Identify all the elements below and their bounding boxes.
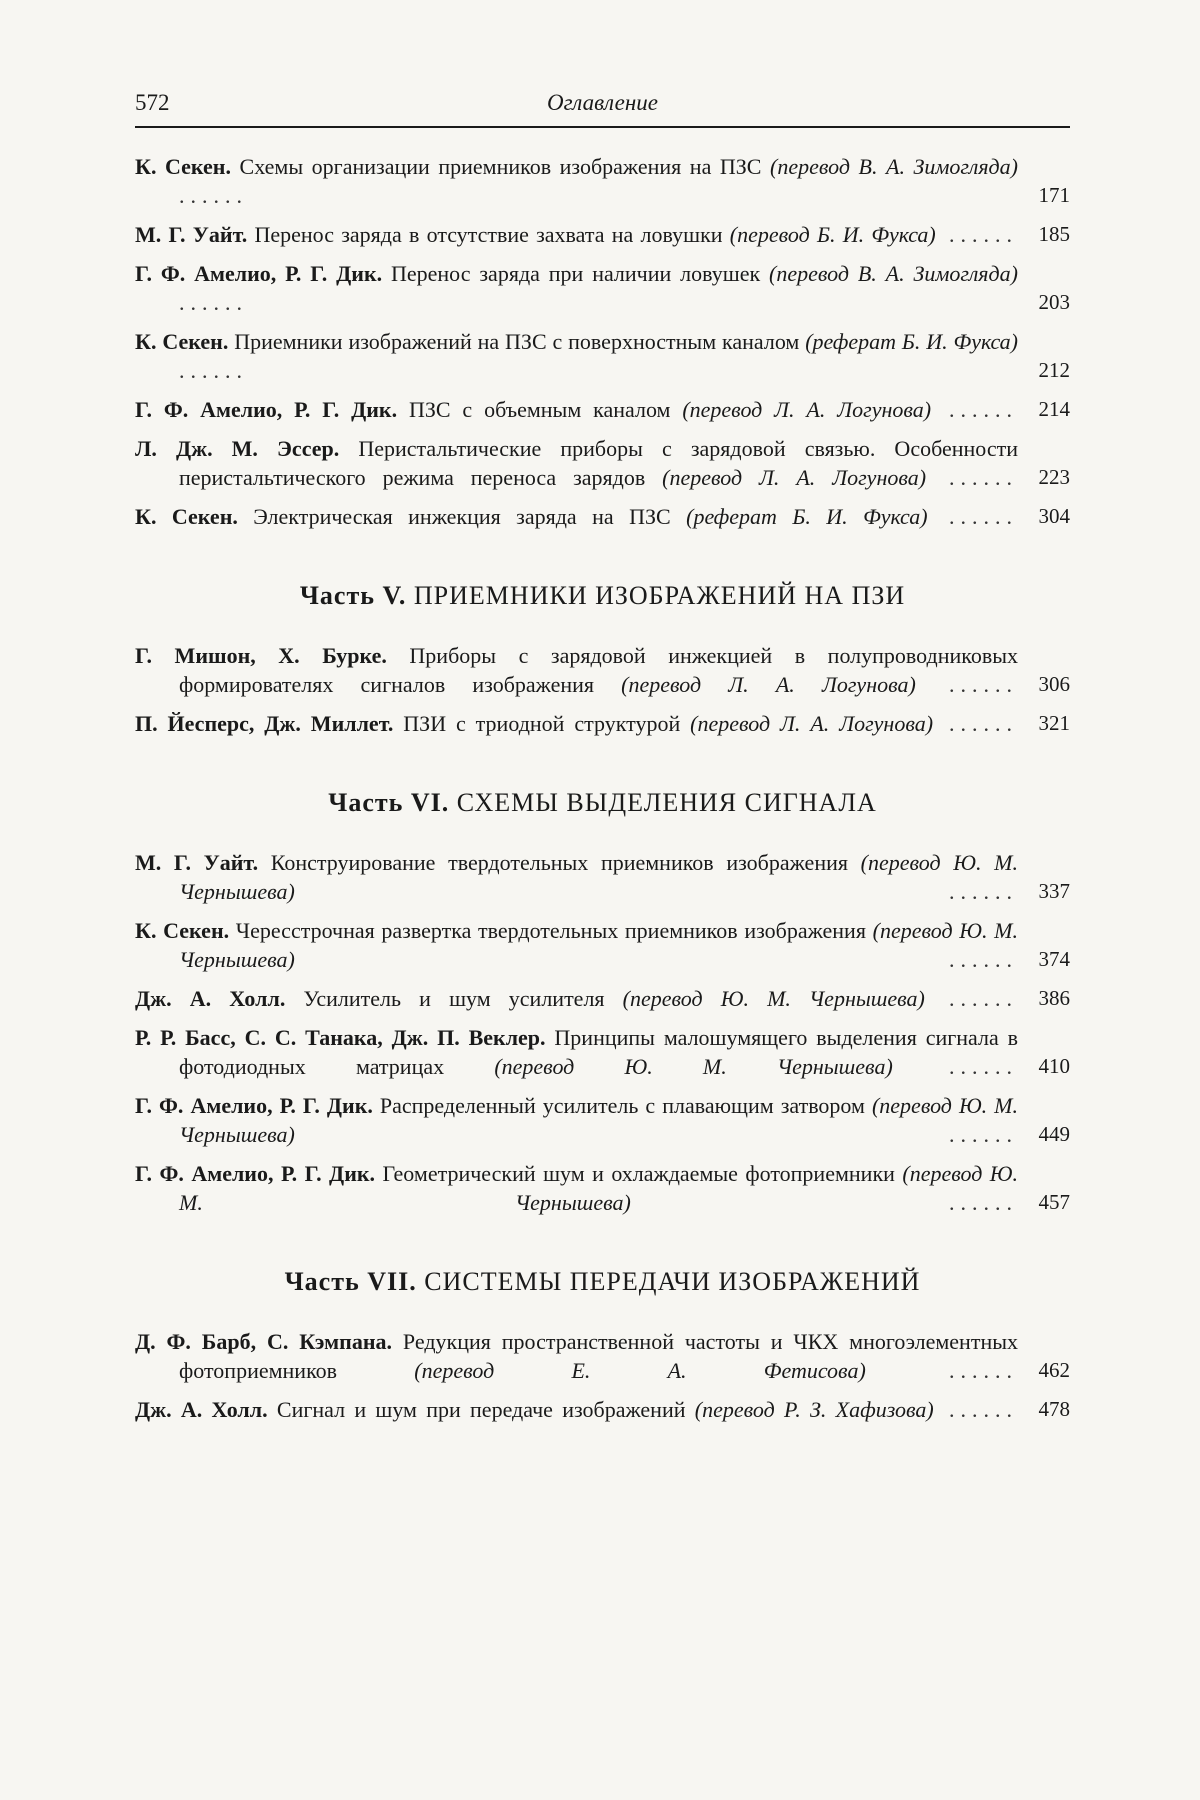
entry-translator: (перевод Л. А. Логунова)	[690, 711, 934, 736]
dot-leader: ......	[865, 1358, 1018, 1383]
entry-page-number: 171	[1038, 183, 1070, 207]
entry-text	[135, 220, 1018, 249]
part-title: СХЕМЫ ВЫДЕЛЕНИЯ СИГНАЛА	[449, 788, 877, 817]
entry-page-number: 203	[1038, 290, 1070, 314]
entry-text	[135, 1091, 1018, 1149]
part-title: СИСТЕМЫ ПЕРЕДАЧИ ИЗОБРАЖЕНИЙ	[416, 1267, 921, 1296]
toc-entry[interactable]	[135, 395, 1070, 424]
entry-translator: (перевод Л. А. Логунова)	[682, 397, 932, 422]
toc-entry[interactable]	[135, 220, 1070, 249]
entry-authors: Г. Мишон, Х. Бурке.	[135, 643, 387, 668]
toc-entry[interactable]	[135, 709, 1070, 738]
entry-page-number: 374	[1038, 947, 1070, 971]
part-heading	[135, 788, 1070, 818]
entry-title: Приборы с зарядовой инжекцией в полупроводниковых формирователях сигналов изображения	[179, 643, 1018, 697]
dot-leader: ......	[294, 1122, 1018, 1147]
part-title: ПРИЕМНИКИ ИЗОБРАЖЕНИЙ НА ПЗИ	[406, 581, 906, 610]
dot-leader: ......	[179, 358, 248, 383]
entry-authors: Р. Р. Басс, С. С. Танака, Дж. П. Веклер.	[135, 1025, 546, 1050]
entry-page-number: 321	[1038, 711, 1070, 735]
entry-authors: Г. Ф. Амелио, Р. Г. Дик.	[135, 261, 383, 286]
entry-title: Перенос заряда при наличии ловушек	[382, 261, 770, 286]
toc-entry[interactable]	[135, 502, 1070, 531]
entry-title: Чересстрочная развертка твердотельных приемников изображения	[229, 918, 873, 943]
entry-authors: К. Секен.	[135, 504, 238, 529]
dot-leader: ......	[933, 711, 1018, 736]
entry-page-number: 386	[1038, 986, 1070, 1010]
entry-text	[135, 1023, 1018, 1081]
entry-authors: П. Йесперс, Дж. Миллет.	[135, 711, 394, 736]
part-label: Часть VI.	[328, 788, 450, 817]
entry-text	[135, 1395, 1018, 1424]
entry-text	[135, 152, 1018, 210]
entry-title: Сигнал и шум при передаче изображений	[267, 1397, 695, 1422]
toc-entry[interactable]	[135, 848, 1070, 906]
running-title: Оглавление	[546, 90, 658, 115]
entry-title: Распределенный усилитель с плавающим затвором	[372, 1093, 872, 1118]
entry-text	[135, 709, 1018, 738]
toc-entry[interactable]	[135, 641, 1070, 699]
toc-entry[interactable]	[135, 984, 1070, 1013]
entry-translator: (перевод Е. А. Фетисова)	[414, 1358, 866, 1383]
entry-authors: К. Секен.	[135, 918, 230, 943]
entry-text	[135, 259, 1018, 317]
toc-entry[interactable]	[135, 327, 1070, 385]
dot-leader: ......	[294, 879, 1018, 904]
page-header	[135, 86, 1070, 126]
entry-translator: (перевод Р. З. Хафизова)	[694, 1397, 934, 1422]
entry-authors: М. Г. Уайт.	[135, 850, 259, 875]
toc-entry[interactable]	[135, 1023, 1070, 1081]
entry-authors: М. Г. Уайт.	[135, 222, 248, 247]
entry-text	[135, 395, 1018, 424]
dot-leader: ......	[294, 947, 1018, 972]
toc-entry[interactable]	[135, 434, 1070, 492]
dot-leader: ......	[179, 183, 248, 208]
entry-authors: Г. Ф. Амелио, Р. Г. Дик.	[135, 1161, 376, 1186]
entry-translator: (реферат Б. И. Фукса)	[686, 504, 928, 529]
toc-entry[interactable]	[135, 1327, 1070, 1385]
entry-page-number: 223	[1038, 465, 1070, 489]
header-rule	[135, 126, 1070, 128]
dot-leader: ......	[915, 672, 1018, 697]
entry-translator: (перевод Ю. М. Чернышева)	[179, 850, 1018, 904]
entry-page-number: 306	[1038, 672, 1070, 696]
entry-text	[135, 641, 1018, 699]
entry-translator: (реферат Б. И. Фукса)	[805, 329, 1018, 354]
entry-translator: (перевод Ю. М. Чернышева)	[179, 918, 1018, 972]
toc-entry[interactable]	[135, 259, 1070, 317]
entry-authors: Л. Дж. М. Эссер.	[135, 436, 340, 461]
entry-title: Перенос заряда в отсутствие захвата на ловушки	[247, 222, 730, 247]
entry-title: Геометрический шум и охлаждаемые фотоприемники	[375, 1161, 903, 1186]
toc-entry[interactable]	[135, 152, 1070, 210]
entry-title: Принципы малошумящего выделения сигнала в фотодиодных матрицах	[179, 1025, 1018, 1079]
entry-text	[135, 327, 1018, 385]
dot-leader: ......	[926, 465, 1018, 490]
entry-page-number: 337	[1038, 879, 1070, 903]
entry-page-number: 212	[1038, 358, 1070, 382]
entry-translator: (перевод В. А. Зимогляда)	[770, 154, 1018, 179]
entry-page-number: 410	[1038, 1054, 1070, 1078]
dot-leader: ......	[179, 290, 248, 315]
dot-leader: ......	[892, 1054, 1018, 1079]
entry-page-number: 214	[1038, 397, 1070, 421]
entry-title: Перистальтические приборы с зарядовой связью. Особенности перистальтического режима переноса зарядов	[179, 436, 1018, 490]
entry-title: ПЗС с объемным каналом	[397, 397, 683, 422]
entry-title: ПЗИ с триодной структурой	[393, 711, 691, 736]
entry-page-number: 478	[1038, 1397, 1070, 1421]
entry-page-number: 304	[1038, 504, 1070, 528]
entry-authors: К. Секен.	[135, 154, 231, 179]
entry-translator: (перевод Ю. М. Чернышева)	[494, 1054, 893, 1079]
dot-leader: ......	[933, 1397, 1018, 1422]
entry-translator: (перевод Л. А. Логунова)	[662, 465, 927, 490]
entry-title: Конструирование твердотельных приемников изображения	[258, 850, 861, 875]
entry-translator: (перевод Ю. М. Чернышева)	[622, 986, 925, 1011]
entry-text	[135, 502, 1018, 531]
entry-title: Редукция пространственной частоты и ЧКХ многоэлементных фотоприемников	[179, 1329, 1018, 1383]
entry-text	[135, 984, 1018, 1013]
entry-authors: К. Секен.	[135, 329, 229, 354]
entry-text	[135, 916, 1018, 974]
entry-translator: (перевод В. А. Зимогляда)	[769, 261, 1018, 286]
entry-page-number: 185	[1038, 222, 1070, 246]
toc-entry[interactable]	[135, 1091, 1070, 1149]
entry-translator: (перевод Ю. М. Чернышева)	[179, 1161, 1018, 1215]
dot-leader: ......	[630, 1190, 1018, 1215]
entry-text	[135, 848, 1018, 906]
dot-leader: ......	[924, 986, 1018, 1011]
entry-translator: (перевод Ю. М. Чернышева)	[179, 1093, 1018, 1147]
entry-translator: (перевод Л. А. Логунова)	[621, 672, 916, 697]
entry-translator: (перевод Б. И. Фукса)	[729, 222, 936, 247]
entry-text	[135, 434, 1018, 492]
entry-title: Приемники изображений на ПЗС с поверхностным каналом	[228, 329, 806, 354]
entry-title: Схемы организации приемников изображения на ПЗС	[231, 154, 771, 179]
toc-entry[interactable]	[135, 1159, 1070, 1217]
part-heading	[135, 1267, 1070, 1297]
part-heading	[135, 581, 1070, 611]
toc-entry[interactable]	[135, 1395, 1070, 1424]
entry-page-number: 449	[1038, 1122, 1070, 1146]
toc-entry[interactable]	[135, 916, 1070, 974]
entry-authors: Г. Ф. Амелио, Р. Г. Дик.	[135, 1093, 373, 1118]
entry-title: Электрическая инжекция заряда на ПЗС	[237, 504, 687, 529]
part-label: Часть V.	[299, 581, 407, 610]
entry-text	[135, 1327, 1018, 1385]
dot-leader: ......	[935, 222, 1018, 247]
entry-page-number: 457	[1038, 1190, 1070, 1214]
entry-page-number: 462	[1038, 1358, 1070, 1382]
entry-authors: Г. Ф. Амелио, Р. Г. Дик.	[135, 397, 398, 422]
part-label: Часть VII.	[284, 1267, 417, 1296]
entry-title: Усилитель и шум усилителя	[285, 986, 623, 1011]
table-of-contents	[135, 152, 1070, 1434]
entry-text	[135, 1159, 1018, 1217]
entry-authors: Дж. А. Холл.	[135, 986, 286, 1011]
entry-authors: Дж. А. Холл.	[135, 1397, 268, 1422]
dot-leader: ......	[931, 397, 1018, 422]
dot-leader: ......	[927, 504, 1018, 529]
page-number: 572	[135, 90, 170, 115]
entry-authors: Д. Ф. Барб, С. Кэмпана.	[135, 1329, 393, 1354]
